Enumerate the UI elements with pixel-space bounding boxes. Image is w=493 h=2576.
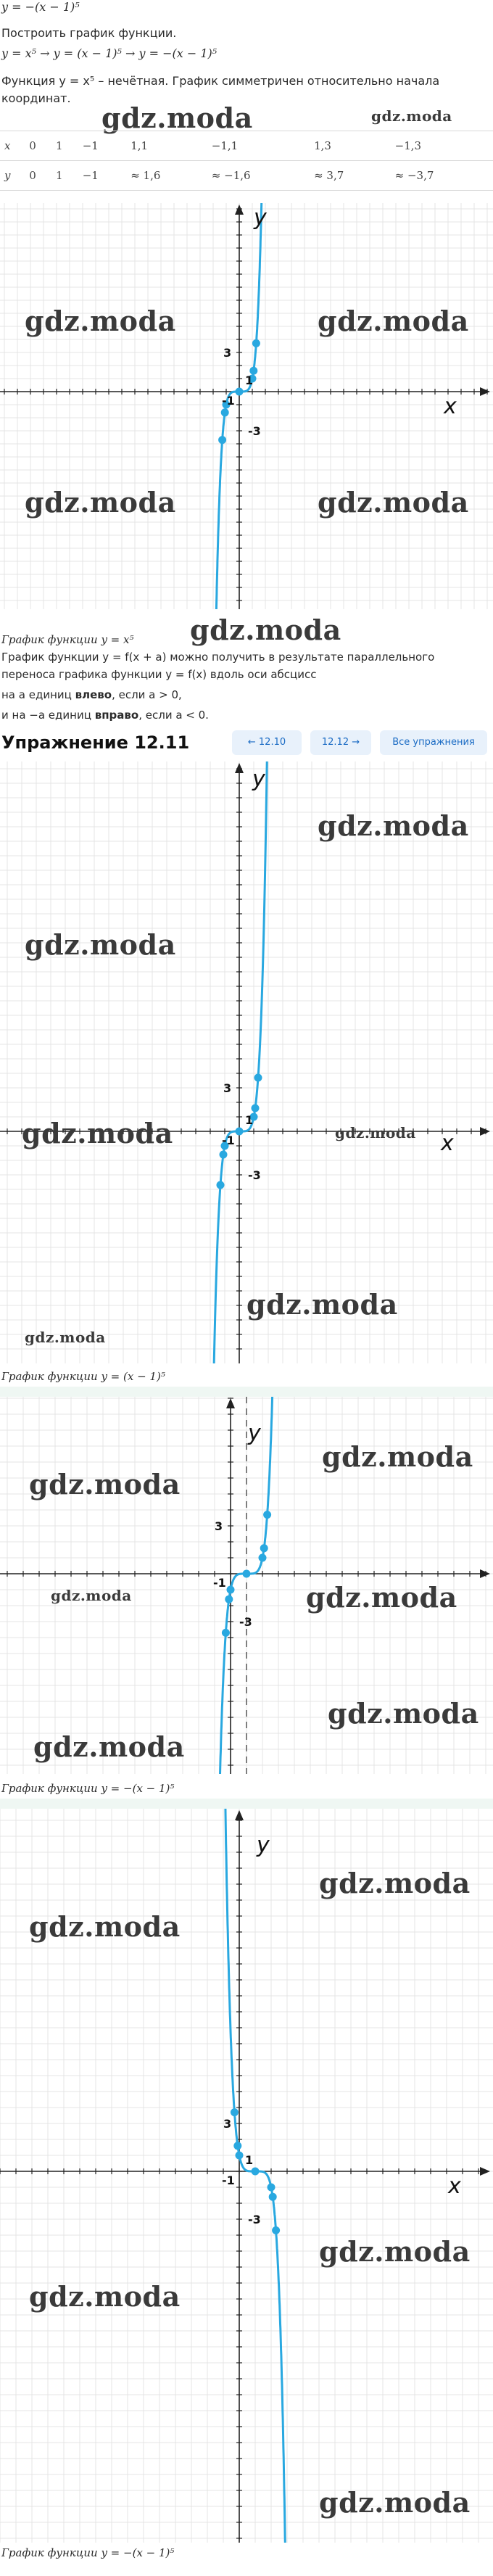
watermark: gdz.moda: [190, 614, 341, 646]
watermark: gdz.moda: [33, 1730, 185, 1763]
data-point: [260, 1544, 268, 1552]
table-cell: 1,3: [310, 131, 391, 161]
tick-label-minus-1: -1: [222, 1134, 235, 1147]
data-point: [236, 388, 244, 396]
data-point: [236, 2152, 244, 2160]
table-cell: x: [0, 131, 25, 161]
separator: [0, 1387, 493, 1397]
x-axis-label: x: [448, 2174, 461, 2199]
watermark: gdz.moda: [25, 1329, 106, 1346]
table-cell: 0: [25, 161, 51, 191]
odd-text-2: координат.: [1, 91, 71, 105]
data-point: [272, 2226, 280, 2234]
y-axis-label: y: [248, 1421, 261, 1446]
tick-label-minus-1: -1: [222, 2174, 235, 2187]
table-cell: 1,1: [126, 131, 207, 161]
odd-text-1: Функция y = x⁵ – нечётная. График симметричен относительно начала: [1, 74, 440, 88]
x-axis-label: x: [444, 394, 457, 419]
watermark: gdz.moda: [25, 486, 176, 519]
watermark: gdz.moda: [322, 1440, 473, 1473]
data-point: [227, 1586, 235, 1594]
data-point: [254, 1074, 262, 1082]
data-point: [252, 2168, 260, 2176]
shift-right-word: вправо: [94, 709, 139, 722]
data-point: [233, 2142, 241, 2150]
shift-rule-2: переноса графика функции y = f(x) вдоль оси абсцисс: [1, 668, 317, 681]
caption-graph-4: График функции y = −(x − 1)⁵: [1, 2546, 175, 2559]
y-axis-label: y: [254, 205, 267, 231]
graph-1-svg: [0, 203, 493, 609]
header-formula: y = −(x − 1)⁵: [1, 0, 80, 14]
tick-label-3: 3: [223, 1081, 232, 1095]
function-curve: [213, 761, 267, 1363]
data-point: [269, 2193, 277, 2201]
watermark: gdz.moda: [306, 1581, 457, 1614]
watermark: gdz.moda: [29, 1468, 181, 1500]
graph-3: [0, 1397, 493, 1774]
data-point: [243, 1570, 251, 1578]
tick-label-minus-3: -3: [248, 2213, 261, 2226]
x-axis-arrow: [480, 1127, 490, 1136]
y-axis-arrow: [235, 763, 244, 773]
graph-4: [0, 1809, 493, 2543]
data-point: [263, 1511, 271, 1519]
exercise-nav: [0, 725, 493, 760]
y-axis-arrow: [235, 205, 244, 215]
watermark: gdz.moda: [371, 107, 452, 125]
graph-1: [0, 203, 493, 609]
exercise-title: Упражнение 12.11: [1, 732, 190, 753]
data-point: [221, 408, 229, 416]
watermark: gdz.moda: [25, 305, 176, 337]
values-table: [0, 131, 493, 191]
shift-left-cond: , если a > 0,: [112, 688, 182, 701]
watermark: gdz.moda: [318, 486, 469, 519]
y-axis-label: y: [252, 767, 265, 792]
table-cell: 1: [51, 131, 78, 161]
data-point: [217, 1181, 225, 1189]
y-axis-arrow: [226, 1398, 235, 1408]
separator: [0, 1799, 493, 1809]
caption-graph-2: График функции y = (x − 1)⁵: [1, 1370, 165, 1383]
table-cell: 1: [51, 161, 78, 191]
watermark: gdz.moda: [25, 928, 176, 961]
table-cell: −1,3: [391, 131, 493, 161]
graph-axes: [0, 763, 490, 1363]
graph-grid: [0, 761, 493, 1363]
watermark: gdz.moda: [335, 1124, 416, 1142]
shift-rule-right: [1, 708, 209, 722]
watermark: gdz.moda: [102, 102, 253, 134]
x-axis-arrow: [480, 2167, 490, 2176]
table-cell: −1: [78, 161, 126, 191]
y-axis-arrow: [235, 1810, 244, 1820]
tick-label-1: 1: [245, 1113, 254, 1127]
data-point: [231, 2108, 239, 2116]
next-exercise-button[interactable]: 12.12 →: [310, 730, 371, 755]
table-row: [0, 161, 493, 191]
watermark: gdz.moda: [29, 2280, 181, 2313]
table-cell: ≈ 3,7: [310, 161, 391, 191]
graph-2-svg: [0, 761, 493, 1363]
watermark: gdz.moda: [319, 1867, 471, 1899]
watermark: gdz.moda: [29, 1910, 181, 1943]
table-cell: ≈ −3,7: [391, 161, 493, 191]
tick-label-minus-3: -3: [248, 424, 261, 438]
shift-rule-left: [1, 688, 182, 702]
table-cell: −1: [78, 131, 126, 161]
tick-label-1: 1: [245, 373, 254, 387]
watermark: gdz.moda: [22, 1117, 173, 1149]
table-cell: 0: [25, 131, 51, 161]
x-axis-arrow: [480, 1569, 490, 1578]
all-exercises-button[interactable]: Все упражнения: [380, 730, 487, 755]
shift-rule-1: График функции y = f(x + a) можно получить в результате параллельного: [1, 651, 435, 664]
watermark: gdz.moda: [328, 1697, 479, 1730]
data-point: [222, 1629, 230, 1637]
watermark: gdz.moda: [319, 2235, 471, 2268]
shift-right-cond: , если a < 0.: [138, 709, 209, 722]
table-cell: ≈ −1,6: [207, 161, 310, 191]
watermark: gdz.moda: [319, 2486, 471, 2519]
y-axis-label: y: [257, 1833, 270, 1858]
caption-graph-3: График функции y = −(x − 1)⁵: [1, 1782, 175, 1795]
data-point: [225, 1595, 233, 1603]
shift-right-text: и на −a единиц: [1, 709, 95, 722]
data-point: [220, 1151, 228, 1159]
tick-label-3: 3: [215, 1519, 223, 1533]
graph-grid: [0, 203, 493, 609]
shift-left-word: влево: [75, 688, 112, 701]
tick-label-1: 1: [245, 2153, 254, 2167]
data-point: [252, 1105, 260, 1112]
data-point: [259, 1554, 267, 1562]
watermark: gdz.moda: [318, 809, 469, 842]
table-cell: y: [0, 161, 25, 191]
transform-chain: y = x⁵ → y = (x − 1)⁵ → y = −(x − 1)⁵: [1, 46, 218, 60]
shift-left-text: на a единиц: [1, 688, 75, 701]
x-axis-arrow: [480, 387, 490, 396]
tick-label-3: 3: [223, 346, 232, 360]
watermark: gdz.moda: [318, 305, 469, 337]
watermark: gdz.moda: [246, 1288, 398, 1321]
data-point: [218, 436, 226, 444]
table-cell: ≈ 1,6: [126, 161, 207, 191]
caption-graph-1: График функции y = x⁵: [1, 633, 134, 646]
prev-exercise-button[interactable]: ← 12.10: [232, 730, 302, 755]
tick-label-minus-1: -1: [213, 1576, 226, 1590]
table-row: [0, 131, 493, 161]
x-axis-label: x: [441, 1131, 454, 1156]
tick-label-3: 3: [223, 2117, 232, 2131]
data-point: [268, 2184, 276, 2192]
tick-label-minus-3: -3: [248, 1168, 261, 1182]
tick-label-minus-1: -1: [222, 394, 235, 408]
table-cell: −1,1: [207, 131, 310, 161]
task-text: Построить график функции.: [1, 26, 177, 40]
watermark: gdz.moda: [51, 1587, 132, 1604]
tick-label-minus-3: -3: [239, 1615, 252, 1629]
data-point: [236, 1128, 244, 1136]
graph-2: [0, 761, 493, 1363]
data-point: [252, 339, 260, 347]
